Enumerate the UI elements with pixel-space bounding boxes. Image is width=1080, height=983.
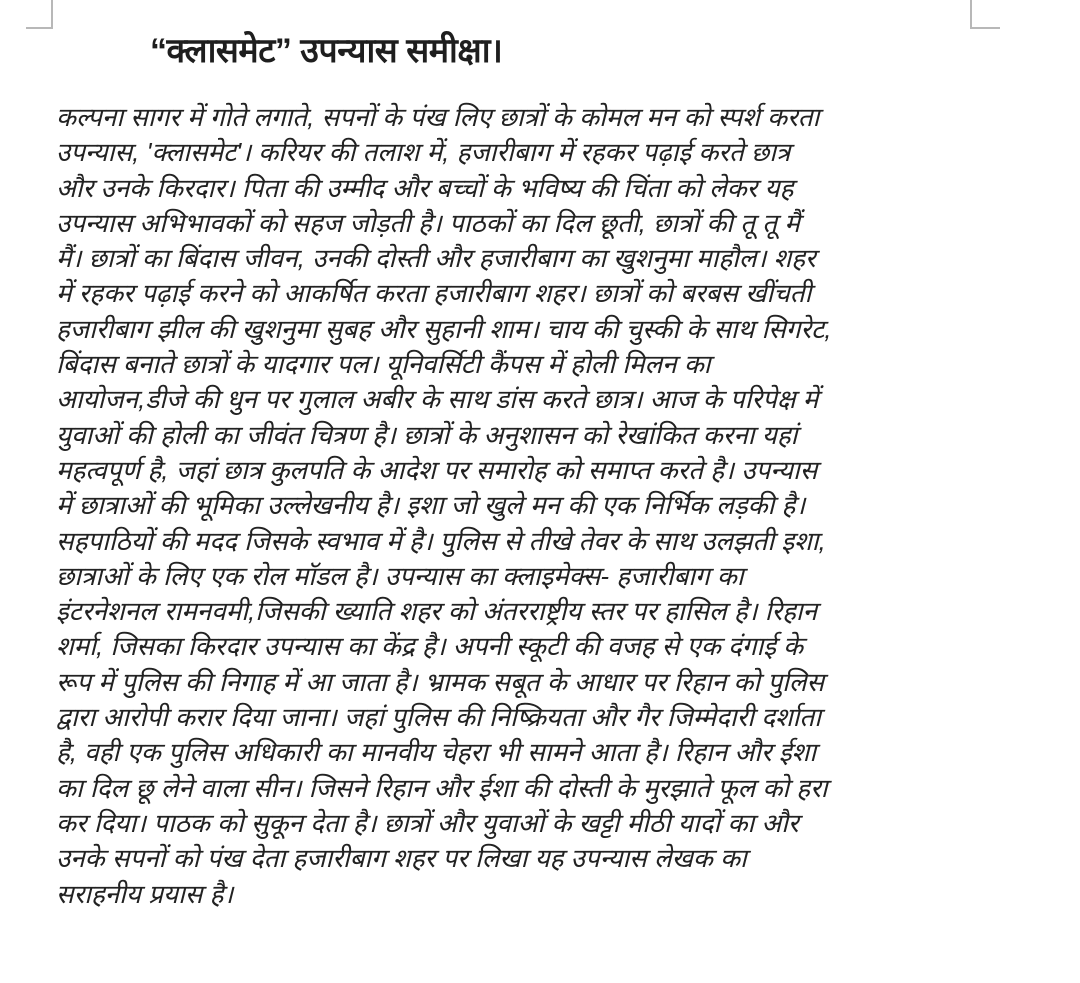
paragraph-line: शर्मा, जिसका किरदार उपन्यास का केंद्र है। अपनी स्कूटी की वजह से एक दंगाई के <box>56 631 804 662</box>
paragraph-line: उपन्यास अभिभावकों को सहज जोड़ती है। पाठकों का दिल छूती, छात्रों की तू तू मैं <box>56 207 800 238</box>
paragraph-line: छात्राओं के लिए एक रोल मॉडल है। उपन्यास का क्लाइमेक्स- हजारीबाग का <box>56 560 744 591</box>
paragraph-line: हजारीबाग झील की खुशनुमा सुबह और सुहानी शाम। चाय की चुस्की के साथ सिगरेट, <box>56 313 832 344</box>
paragraph-line: सराहनीय प्रयास है। <box>56 878 234 909</box>
paragraph-line: आयोजन,डीजे की धुन पर गुलाल अबीर के साथ डांस करते छात्र। आज के परिपेक्ष में <box>56 384 819 415</box>
paragraph-line: महत्वपूर्ण है, जहां छात्र कुलपति के आदेश पर समारोह को समाप्त करते है। उपन्यास <box>56 454 818 485</box>
paragraph-line: और उनके किरदार। पिता की उम्मीद और बच्चों के भविष्य की चिंता को लेकर यह <box>56 172 794 203</box>
paragraph-line: मैं। छात्रों का बिंदास जीवन, उनकी दोस्ती और हजारीबाग का खुशनुमा माहौल। शहर <box>56 243 816 274</box>
paragraph-line: कर दिया। पाठक को सुकून देता है। छात्रों और युवाओं के खट्टी मीठी यादों का और <box>56 807 799 838</box>
review-paragraph <box>56 100 1066 912</box>
page-corner-mark-right-h <box>970 27 1000 29</box>
paragraph-line: द्वारा आरोपी करार दिया जाना। जहां पुलिस की निष्क्रियता और गैर जिम्मेदारी दर्शाता <box>56 702 821 733</box>
paragraph-line: बिंदास बनाते छात्रों के यादगार पल। यूनिवर्सिटी कैंपस में होली मिलन का <box>56 349 711 380</box>
page-title: “क्लासमेट” उपन्यास समीक्षा। <box>150 32 503 70</box>
paragraph-line: युवाओं की होली का जीवंत चित्रण है। छात्रों के अनुशासन को रेखांकित करना यहां <box>56 419 798 450</box>
paragraph-line: का दिल छू लेने वाला सीन। जिसने रिहान और ईशा की दोस्ती के मुरझाते फूल को हरा <box>56 772 828 803</box>
page-corner-mark-left-h <box>26 27 53 29</box>
paragraph-line: उनके सपनों को पंख देता हजारीबाग शहर पर लिखा यह उपन्यास लेखक का <box>56 843 747 874</box>
paragraph-line: में रहकर पढ़ाई करने को आकर्षित करता हजारीबाग शहर। छात्रों को बरबस खींचती <box>56 278 812 309</box>
paragraph-line: सहपाठियों की मदद जिसके स्वभाव में है। पुलिस से तीखे तेवर के साथ उलझती इशा, <box>56 525 826 556</box>
paragraph-line: है, वही एक पुलिस अधिकारी का मानवीय चेहरा भी सामने आता है। रिहान और ईशा <box>56 737 817 768</box>
paragraph-line: इंटरनेशनल रामनवमी,जिसकी ख्याति शहर को अंतरराष्ट्रीय स्तर पर हासिल है। रिहान <box>56 596 818 627</box>
paragraph-line: में छात्राओं की भूमिका उल्लेखनीय है। इशा जो खुले मन की एक निर्भिक लड़की है। <box>56 490 806 521</box>
page-corner-mark-right-v <box>970 0 972 29</box>
paragraph-line: रूप में पुलिस की निगाह में आ जाता है। भ्रामक सबूत के आधार पर रिहान को पुलिस <box>56 666 825 697</box>
paragraph-line: कल्पना सागर में गोते लगाते, सपनों के पंख लिए छात्रों के कोमल मन को स्पर्श करता <box>56 102 820 132</box>
page-corner-mark-left-v <box>51 0 53 29</box>
paragraph-line: उपन्यास, 'क्लासमेट'। करियर की तलाश में, हजारीबाग में रहकर पढ़ाई करते छात्र <box>56 137 791 168</box>
